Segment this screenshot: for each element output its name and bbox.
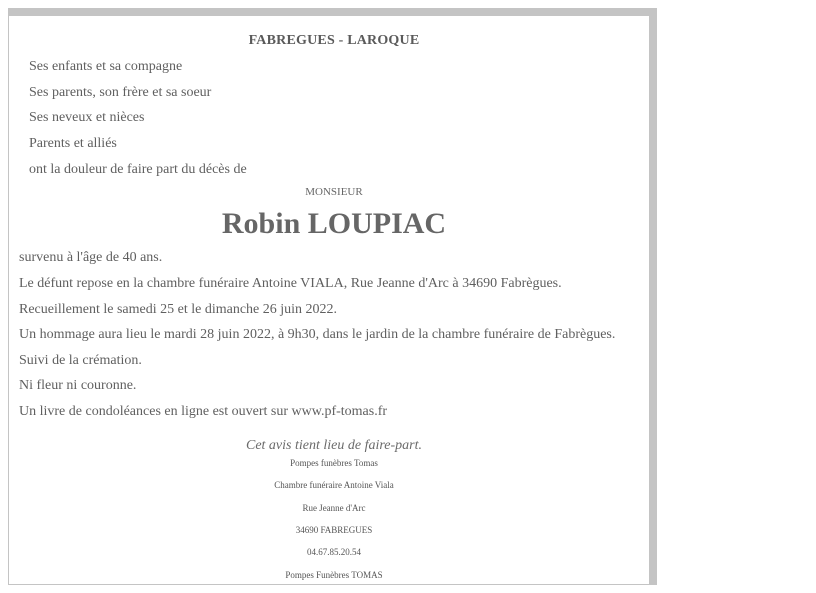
detail-visitation: Recueillement le samedi 25 et le dimanche 26 juin 2022. — [19, 302, 338, 317]
footer-city: 34690 FABREGUES — [295, 525, 373, 535]
detail-cremation: Suivi de la crémation. — [19, 353, 142, 368]
detail-no-flowers: Ni fleur ni couronne. — [19, 378, 137, 393]
detail-condolences: Un livre de condoléances en ligne est ouvert sur www.pf-tomas.fr — [19, 404, 388, 419]
deceased-name: Robin LOUPIAC — [221, 207, 447, 240]
family-line-announcement: ont la douleur de faire part du décès de — [29, 162, 247, 177]
family-line-nephews: Ses neveux et nièces — [29, 110, 145, 125]
obituary-notice-frame — [8, 8, 657, 585]
detail-resting-place: Le défunt repose en la chambre funéraire Antoine VIALA, Rue Jeanne d'Arc à 34690 Fabrègues. — [19, 276, 562, 291]
footer-signature: Pompes Funèbres TOMAS — [285, 570, 383, 580]
family-line-parents: Ses parents, son frère et sa soeur — [29, 85, 212, 100]
family-line-children: Ses enfants et sa compagne — [29, 59, 183, 74]
footer-company: Pompes funèbres Tomas — [290, 458, 378, 468]
location-heading: FABREGUES - LAROQUE — [248, 33, 420, 48]
footer-phone: 04.67.85.20.54 — [307, 547, 361, 557]
detail-age: survenu à l'âge de 40 ans. — [19, 250, 163, 265]
closing-note: Cet avis tient lieu de faire-part. — [245, 438, 422, 453]
footer-chamber: Chambre funéraire Antoine Viala — [274, 480, 394, 490]
footer-street: Rue Jeanne d'Arc — [302, 503, 366, 513]
family-line-relatives: Parents et alliés — [29, 136, 117, 151]
honorific-title: MONSIEUR — [305, 186, 363, 198]
detail-tribute: Un hommage aura lieu le mardi 28 juin 2022, à 9h30, dans le jardin de la chambre funéraire de Fabrègues. — [19, 327, 616, 342]
